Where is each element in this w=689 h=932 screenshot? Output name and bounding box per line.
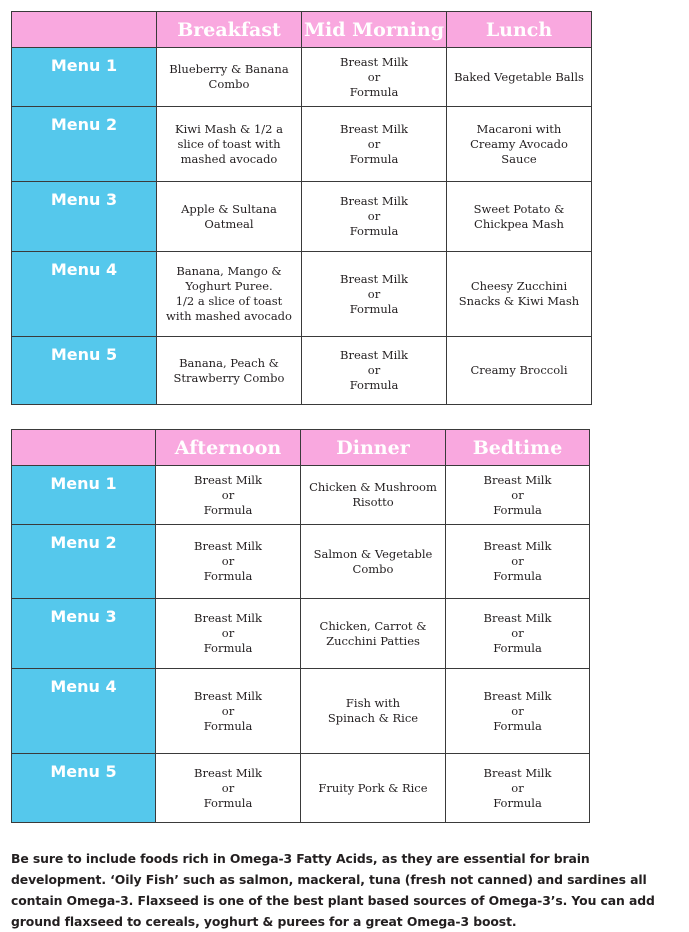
column-header-mid-morning: Mid Morning [302,12,447,48]
row-label: Menu 5 [12,754,156,823]
column-header-bedtime: Bedtime [446,430,590,466]
meal-cell: Breast Milk or Formula [302,337,447,405]
meal-cell: Breast Milk or Formula [446,669,590,754]
table-corner [12,430,156,466]
omega-3-note: Be sure to include foods rich in Omega-3 Fatty Acids, as they are essential for brain development. ‘Oily Fish’ such as salmon, mackeral, tuna (fresh not canned) and sardines all contain Omega-3. Flaxseed is one of the best plant based sources of Omega-3’s. You can add ground flaxseed to cereals, yoghurt & purees for a great Omega-3 boost. [11,851,655,930]
meal-cell: Chicken & Mushroom Risotto [301,466,446,525]
table-row [12,252,592,337]
meal-cell: Kiwi Mash & 1/2 a slice of toast with mashed avocado [157,107,302,182]
meal-cell: Apple & Sultana Oatmeal [157,182,302,252]
meal-cell: Blueberry & Banana Combo [157,48,302,107]
meal-cell: Breast Milk or Formula [446,754,590,823]
meal-cell: Breast Milk or Formula [302,252,447,337]
meal-plan-table-top [11,11,592,405]
meal-plan-table-bottom [11,429,590,823]
meal-cell: Macaroni with Creamy Avocado Sauce [447,107,592,182]
meal-cell: Fish with Spinach & Rice [301,669,446,754]
row-label: Menu 1 [12,466,156,525]
meal-cell: Breast Milk or Formula [302,182,447,252]
row-label: Menu 2 [12,107,157,182]
table-row [12,525,590,599]
table-row [12,669,590,754]
table-row [12,754,590,823]
table-row [12,48,592,107]
meal-cell: Sweet Potato & Chickpea Mash [447,182,592,252]
meal-cell: Creamy Broccoli [447,337,592,405]
meal-cell: Breast Milk or Formula [446,466,590,525]
meal-cell: Breast Milk or Formula [446,599,590,669]
meal-cell: Breast Milk or Formula [446,525,590,599]
row-label: Menu 5 [12,337,157,405]
meal-cell: Breast Milk or Formula [302,48,447,107]
table-corner [12,12,157,48]
row-label: Menu 1 [12,48,157,107]
table-row [12,107,592,182]
meal-cell: Breast Milk or Formula [156,525,301,599]
meal-cell: Fruity Pork & Rice [301,754,446,823]
meal-cell: Breast Milk or Formula [156,669,301,754]
row-label: Menu 4 [12,669,156,754]
meal-cell: Breast Milk or Formula [156,599,301,669]
column-header-breakfast: Breakfast [157,12,302,48]
column-header-dinner: Dinner [301,430,446,466]
row-label: Menu 3 [12,182,157,252]
meal-cell: Breast Milk or Formula [156,466,301,525]
row-label: Menu 2 [12,525,156,599]
column-header-afternoon: Afternoon [156,430,301,466]
meal-cell: Banana, Peach & Strawberry Combo [157,337,302,405]
meal-cell: Salmon & Vegetable Combo [301,525,446,599]
table-row [12,466,590,525]
table-row [12,182,592,252]
meal-cell: Banana, Mango & Yoghurt Puree. 1/2 a slice of toast with mashed avocado [157,252,302,337]
meal-cell: Baked Vegetable Balls [447,48,592,107]
meal-cell: Chicken, Carrot & Zucchini Patties [301,599,446,669]
meal-cell: Breast Milk or Formula [302,107,447,182]
table-row [12,337,592,405]
meal-cell: Cheesy Zucchini Snacks & Kiwi Mash [447,252,592,337]
column-header-lunch: Lunch [447,12,592,48]
meal-cell: Breast Milk or Formula [156,754,301,823]
table-row [12,599,590,669]
row-label: Menu 4 [12,252,157,337]
row-label: Menu 3 [12,599,156,669]
